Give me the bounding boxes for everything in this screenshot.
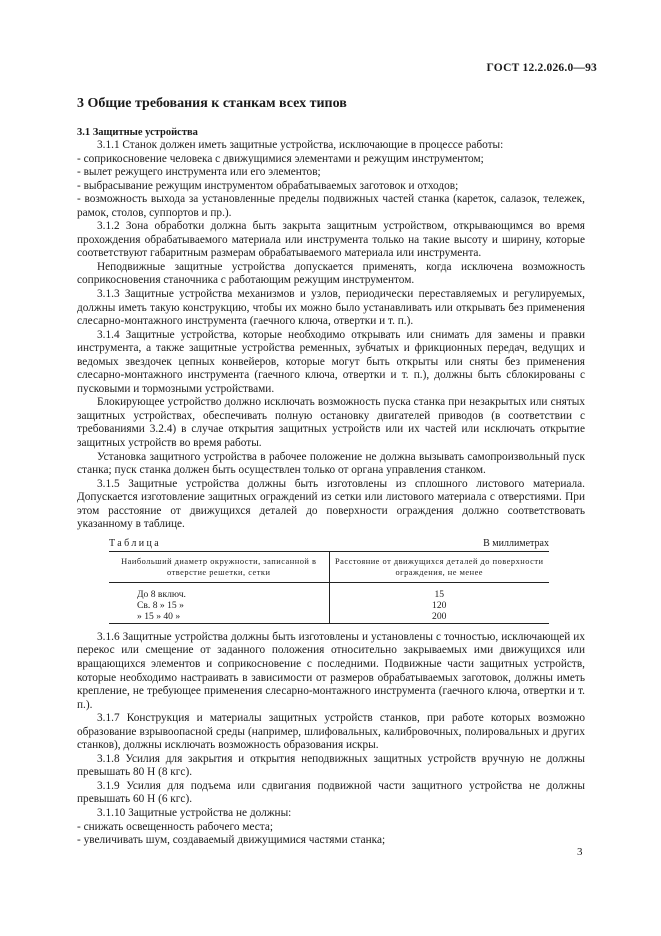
list-item: - вылет режущего инструмента или его элементов; [77,166,321,179]
paragraph-3-1-3: 3.1.3 Защитные устройства механизмов и узлов, периодически переставляемых и регулируемых, должны иметь такую конструкцию, чтобы их можно было устанавливать или открывать без применения слесарно-монтажного инструмента (гаечного ключа, отвертки и т. п.). [77,288,585,328]
paragraph: Неподвижные защитные устройства допускается применять, когда исключена возможность соприкосновения станочника с работающим режущим инструментом. [77,260,585,287]
paragraph-3-1-9: 3.1.9 Усилия для подъема или сдвигания подвижной части защитного устройства не должны превышать 60 Н (6 кгс). [77,779,585,806]
paragraph-3-1-7: 3.1.7 Конструкция и материалы защитных устройств станков, при работе которых возможно образование взрывоопасной среды (например, шлифовальных, калибровочных, полировальных и других станков), должны исключать возможность образования искры. [77,712,585,752]
table-header-diameter: Наибольший диаметр окружности, записанной в отверстие решетки, сетки [109,551,329,582]
paragraph-3-1-4: 3.1.4 Защитные устройства, которые необходимо открывать или снимать для замены и правки инструмента, а также защитные устройства ременных, зубчатых и фрикционных передач, ведущих и ведомых звездочек цепных конвейеров, которые могут быть открыты или сняты без применения слесарно-монтажного инструмента (гаечного ключа, отвертки и т. п.), должны быть сблокированы с пусковыми и тормозными устройствами. [77,328,585,395]
paragraph-3-1-1: 3.1.1 Станок должен иметь защитные устройства, исключающие в процессе работы: [97,139,504,151]
section-title: 3 Общие требования к станкам всех типов [77,96,347,111]
table-cell-value: 120 [432,599,447,611]
table-cell-range: » 15 » 40 » [109,611,329,624]
distance-table [109,551,549,624]
table-cell-range: До 8 включ. [109,582,329,600]
paragraph: Установка защитного устройства в рабочее положение не должна вызывать самопроизвольный пуск станка; пуск станка должен быть осуществлен только от органа управления станком. [77,450,585,477]
list-item: - увеличивать шум, создаваемый движущимися частями станка; [77,834,386,847]
paragraph-3-1-5: 3.1.5 Защитные устройства должны быть изготовлены из сплошного листового материала. Допускается изготовление защитных ограждений из сетки или листового материала с отверстиями. При этом расстояние от движущихся деталей до поверхности ограждения должно соответствовать указанному в таблице. [77,477,585,531]
list-item: - возможность выхода за установленные пределы подвижных частей станка (кареток, салазок, тележек, рамок, столов, суппортов и пр.). [77,193,585,219]
subsection-title: 3.1 Защитные устройства [77,127,198,138]
paragraph: Блокирующее устройство должно исключать возможность пуска станка при незакрытых или снятых защитных устройствах, обеспечивать полную остановку двигателей приводов (в соответствии с требованиями 3.2.4) в случае открытия защитных устройств или их частей или исключать открытие защитных устройств во время работы. [77,396,585,450]
paragraph-3-1-6: 3.1.6 Защитные устройства должны быть изготовлены и установлены с точностью, исключающей их перекос или смещение от заданного положения относительно закрываемых ими движущихся или вращающихся элементов и соприкосновение с последними. Подвижные части защитных устройств, которые необходимо настраивать в зависимости от размеров обрабатываемых заготовок, должны иметь крепление, не требующее применения слесарно-монтажного инструмента (гаечного ключа, отвертки и т. п.). [77,630,585,711]
page-number: 3 [577,846,583,858]
table-cell-range: Св. 8 » 15 » [109,600,329,611]
table-units: В миллиметрах [483,537,549,549]
paragraph-3-1-2: 3.1.2 Зона обработки должна быть закрыта защитным устройством, открывающимся во время прохождения обрабатываемого материала или инструмента только на такие высоту и ширину, которые соответствуют габаритным размерам обрабатываемого материала или инструмента. [77,220,585,260]
page-content [77,96,585,848]
table-heading [109,538,549,549]
table-row [109,611,549,624]
table-cell-value: 200 [329,611,549,624]
paragraph-3-1-8: 3.1.8 Усилия для закрытия и открытия неподвижных защитных устройств вручную не должны превышать 80 Н (8 кгс). [77,752,585,779]
list-item: - соприкосновение человека с движущимися элементами и режущим инструментом; [77,152,484,165]
list-item: - снижать освещенность рабочего места; [77,820,273,833]
paragraph-3-1-10: 3.1.10 Защитные устройства не должны: [97,806,292,819]
document-code: ГОСТ 12.2.026.0—93 [486,62,597,74]
table-header-distance: Расстояние от движущихся деталей до поверхности ограждения, не менее [329,551,549,582]
table-row [109,582,549,600]
table-cell-value: 15 [434,588,445,600]
table-caption: Таблица [109,537,162,549]
list-item: - выбрасывание режущим инструментом обрабатываемых заготовок и отходов; [77,179,459,192]
table-row [109,600,549,611]
